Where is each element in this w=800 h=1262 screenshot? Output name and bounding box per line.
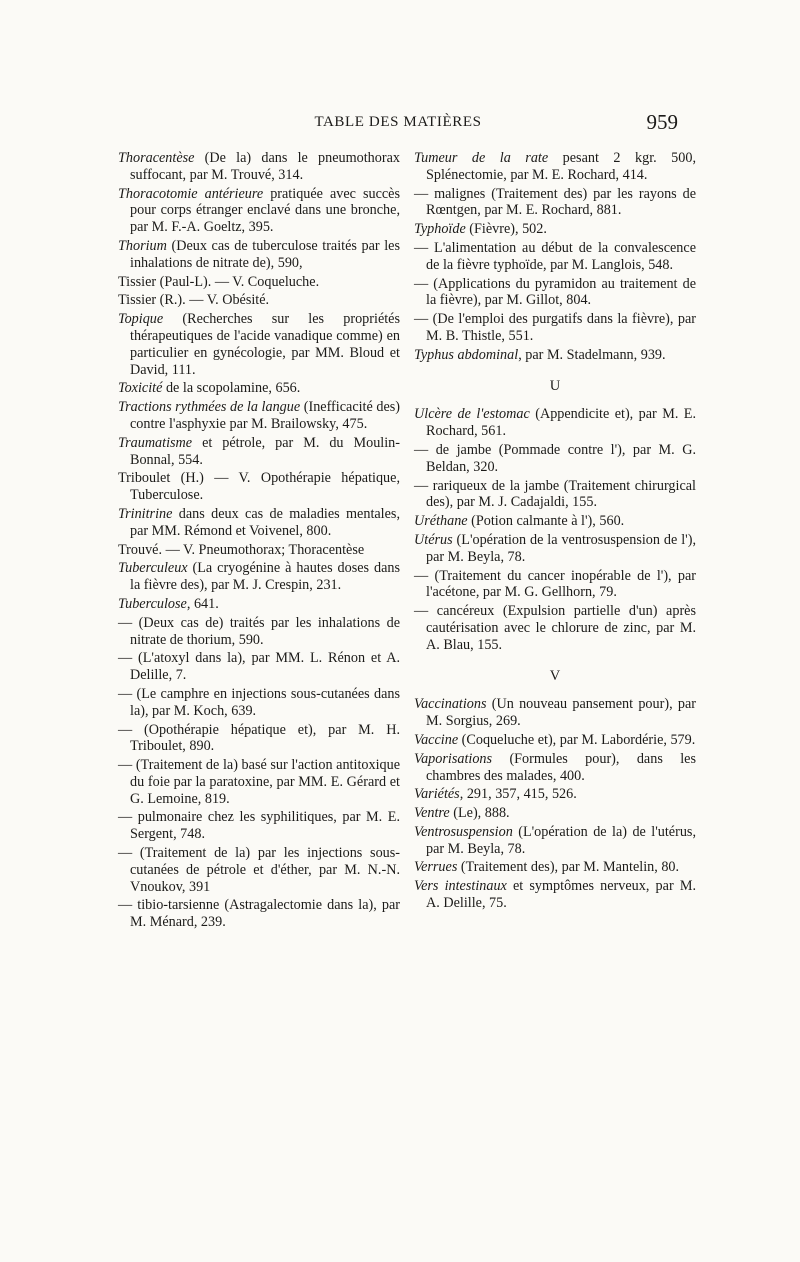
index-entry bbox=[414, 442, 696, 476]
index-entry bbox=[118, 292, 400, 309]
index-entry bbox=[118, 399, 400, 433]
entry-text: , par M. Stadelmann, 939. bbox=[518, 346, 666, 363]
entry-headword: Tumeur de la rate bbox=[414, 150, 549, 166]
index-entry bbox=[118, 435, 400, 469]
index-entry bbox=[414, 150, 696, 184]
entry-text: (L'opération de la ventrosuspension de l'), par M. Beyla, 78. bbox=[426, 531, 696, 565]
entry-text: (De la) dans le pneumothorax suffocant, par M. Trouvé, 314. bbox=[130, 150, 400, 183]
entry-text: et symptômes nerveux, par M. A. Delille, 75. bbox=[426, 878, 696, 912]
page-number: 959 bbox=[646, 110, 678, 134]
entry-text: Tissier (R.). — V. Obésité. bbox=[118, 292, 270, 309]
entry-text: Tissier (Paul-L). — V. Coqueluche. bbox=[118, 273, 320, 290]
entry-text: (Potion calmante à l'), 560. bbox=[467, 513, 625, 530]
entry-text: pratiquée avec succès pour corps étranger enclavé dans une bronche, par M. F.-A. Goeltz, 395. bbox=[130, 185, 400, 236]
entry-headword: Typhoïde bbox=[414, 221, 466, 238]
entry-headword: Uréthane bbox=[414, 513, 468, 530]
entry-text: pesant 2 kgr. 500, Splénectomie, par M. E. Rochard, 414. bbox=[426, 150, 697, 183]
entry-headword: Thorium bbox=[118, 237, 167, 254]
index-entry bbox=[118, 722, 400, 756]
entry-text: (La cryogénine à hautes doses dans la fièvre des), par M. J. Crespin, 231. bbox=[130, 560, 400, 594]
index-entry bbox=[118, 470, 400, 504]
entry-text: — (Opothérapie hépatique et), par M. H. Triboulet, 890. bbox=[118, 721, 400, 755]
entry-headword: Thoracotomie antérieure bbox=[118, 185, 264, 202]
entries-v bbox=[414, 696, 696, 912]
entry-text: — cancéreux (Expulsion partielle d'un) après cautérisation avec le chlorure de zinc, par M. A. Blau, 155. bbox=[414, 603, 696, 653]
index-entry bbox=[414, 603, 696, 653]
index-entry bbox=[414, 732, 696, 749]
index-entry bbox=[118, 615, 400, 649]
entry-text: et pétrole, par M. du Moulin-Bonnal, 554. bbox=[130, 434, 400, 468]
index-entry bbox=[414, 478, 696, 512]
entries-u bbox=[414, 406, 696, 653]
index-entry bbox=[414, 221, 696, 238]
entry-text: — (Traitement de la) basé sur l'action antitoxique du foie par la paratoxine, par MM. E. Gérard et G. Lemoine, 819. bbox=[118, 757, 400, 807]
entry-text: — (Applications du pyramidon au traitement de la fièvre), par M. Gillot, 804. bbox=[414, 275, 696, 309]
index-entry bbox=[414, 240, 696, 274]
entry-text: , 641. bbox=[186, 595, 219, 612]
entry-headword: Ventrosuspension bbox=[414, 823, 513, 840]
index-entry bbox=[414, 186, 696, 220]
index-entry bbox=[118, 542, 400, 559]
entry-headword: Tuberculeux bbox=[118, 560, 188, 577]
entry-text: (L'opération de la) de l'utérus, par M. Beyla, 78. bbox=[426, 823, 696, 857]
entry-text: (Appendicite et), par M. E. Rochard, 561. bbox=[426, 406, 697, 440]
entry-headword: Tuberculose bbox=[118, 595, 187, 612]
index-entry bbox=[414, 696, 696, 730]
index-entry bbox=[414, 568, 696, 602]
section-letter-v: V bbox=[549, 667, 561, 684]
entry-text: (Traitement des), par M. Mantelin, 80. bbox=[457, 859, 680, 876]
entry-headword: Trinitrine bbox=[118, 505, 173, 522]
entry-text: — L'alimentation au début de la convalescence de la fièvre typhoïde, par M. Langlois, 548. bbox=[414, 239, 696, 273]
index-entry bbox=[414, 786, 696, 803]
entry-text: Triboulet (H.) — V. Opothérapie hépatique, Tuberculose. bbox=[118, 470, 400, 504]
entry-text: — rariqueux de la jambe (Traitement chirurgical des), par M. J. Cadajaldi, 155. bbox=[414, 477, 696, 511]
index-entry bbox=[118, 650, 400, 684]
entry-headword: Variétés bbox=[414, 786, 460, 803]
index-entry bbox=[118, 845, 400, 895]
index-entry bbox=[414, 532, 696, 566]
section-letter-u: U bbox=[549, 377, 561, 394]
index-entry bbox=[118, 150, 400, 184]
index-entry bbox=[118, 757, 400, 807]
page-header bbox=[118, 110, 678, 140]
index-entry bbox=[414, 276, 696, 310]
entry-headword: Thoracentèse bbox=[118, 150, 195, 166]
index-entry bbox=[414, 406, 696, 440]
index-entry bbox=[118, 186, 400, 236]
entry-headword: Ulcère de l'estomac bbox=[414, 406, 530, 423]
entry-text: — (Le camphre en injections sous-cutanées dans la), par M. Koch, 639. bbox=[118, 685, 400, 719]
entry-text: — (Traitement de la) par les injections sous-cutanées de pétrole et d'éther, par M. N.-N. Vnoukov, 391 bbox=[118, 845, 400, 895]
index-entry bbox=[118, 274, 400, 291]
entry-text: — (Deux cas de) traités par les inhalations de nitrate de thorium, 590. bbox=[118, 614, 400, 648]
entry-headword: Toxicité bbox=[118, 380, 163, 397]
running-title: TABLE DES MATIÈRES bbox=[314, 114, 482, 130]
entry-text: de la scopolamine, 656. bbox=[162, 380, 301, 397]
index-entry bbox=[118, 809, 400, 843]
index-entry bbox=[414, 878, 696, 912]
entry-text: (Deux cas de tuberculose traités par les inhalations de nitrate de), 590, bbox=[130, 237, 400, 271]
index-entry bbox=[118, 686, 400, 720]
index-entry bbox=[118, 897, 400, 931]
entry-headword: Vaccine bbox=[414, 731, 459, 748]
index-entry bbox=[414, 859, 696, 876]
index-entry bbox=[414, 311, 696, 345]
entry-text: — (Traitement du cancer inopérable de l'), par l'acétone, par M. G. Gellhorn, 79. bbox=[414, 567, 696, 601]
entry-text: — (De l'emploi des purgatifs dans la fièvre), par M. B. Thistle, 551. bbox=[414, 311, 696, 344]
entry-headword: Ventre bbox=[414, 805, 450, 822]
entry-text: (Coqueluche et), par M. Labordérie, 579. bbox=[458, 731, 696, 748]
entry-text: — de jambe (Pommade contre l'), par M. G. Beldan, 320. bbox=[414, 441, 696, 475]
entry-headword: Vaccinations bbox=[414, 696, 487, 713]
entry-headword: Verrues bbox=[414, 859, 458, 876]
index-column-left bbox=[118, 150, 400, 933]
entry-text: Trouvé. — V. Pneumothorax; Thoracentèse bbox=[118, 541, 365, 558]
index-entry bbox=[118, 238, 400, 272]
index-entry bbox=[118, 560, 400, 594]
entry-headword: Vers intestinaux bbox=[414, 878, 507, 895]
index-entry bbox=[118, 311, 400, 378]
entry-headword: Tractions rythmées de la langue bbox=[118, 399, 301, 416]
entry-headword: Topique bbox=[118, 311, 164, 328]
entry-text: — pulmonaire chez les syphilitiques, par M. E. Sergent, 748. bbox=[118, 809, 400, 843]
index-column-right bbox=[414, 150, 696, 914]
index-entry bbox=[118, 596, 400, 613]
entry-text: (Fièvre), 502. bbox=[465, 221, 547, 238]
entry-headword: Utérus bbox=[414, 531, 453, 548]
index-entry bbox=[414, 824, 696, 858]
index-entry bbox=[118, 380, 400, 397]
index-entry bbox=[414, 805, 696, 822]
entry-text: (Inefficacité des) contre l'asphyxie par M. Brailowsky, 475. bbox=[130, 399, 401, 432]
index-entry bbox=[414, 513, 696, 530]
entry-headword: Typhus abdominal bbox=[414, 346, 519, 363]
entry-text: — tibio-tarsienne (Astragalectomie dans la), par M. Ménard, 239. bbox=[118, 897, 400, 931]
index-entry bbox=[414, 347, 696, 364]
entry-text: (Le), 888. bbox=[449, 805, 510, 822]
entry-text: dans deux cas de maladies mentales, par MM. Rémond et Voivenel, 800. bbox=[130, 505, 400, 539]
entry-headword: Traumatisme bbox=[118, 434, 193, 451]
index-entry bbox=[118, 506, 400, 540]
entries-t bbox=[414, 150, 696, 364]
entry-text: , 291, 357, 415, 526. bbox=[459, 786, 577, 803]
entry-text: — malignes (Traitement des) par les rayons de Rœntgen, par M. E. Rochard, 881. bbox=[414, 185, 696, 219]
entry-text: (Recherches sur les propriétés thérapeutiques de l'acide vanadique comme) en particulier en gynécologie, par MM. Bloud et David, 111. bbox=[130, 311, 400, 378]
entry-text: (Formules pour), dans les chambres des malades, 400. bbox=[426, 750, 696, 784]
entry-headword: Vaporisations bbox=[414, 750, 493, 767]
entry-text: — (L'atoxyl dans la), par MM. L. Rénon et A. Delille, 7. bbox=[118, 650, 400, 684]
entry-text: (Un nouveau pansement pour), par M. Sorgius, 269. bbox=[426, 696, 696, 730]
index-entry bbox=[414, 751, 696, 785]
